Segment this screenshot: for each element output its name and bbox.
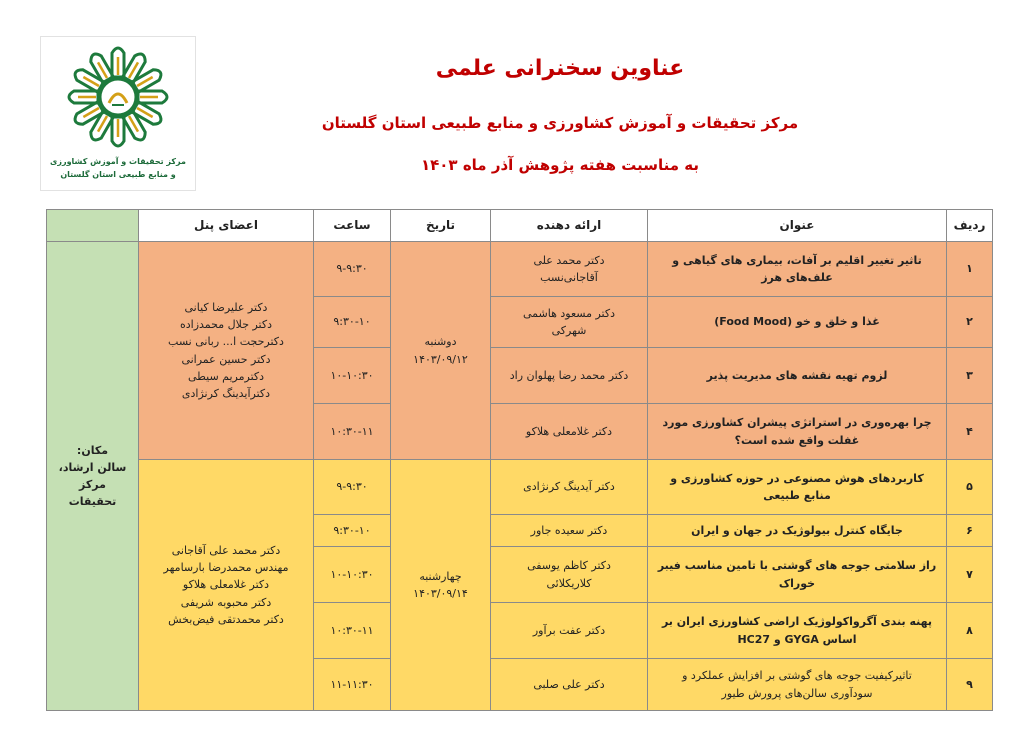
- row-time: ۱۰:۳۰-۱۱: [314, 404, 391, 460]
- location-line: تحقیقات: [68, 495, 117, 509]
- panel-member: دکترمریم سیطی: [187, 369, 265, 383]
- row-topic: [648, 603, 947, 659]
- row-presenter: [491, 404, 648, 460]
- topic-line-1: جایگاه کنترل بیولوژیک در جهان و ایران: [691, 523, 903, 537]
- row-time: ۱۰-۱۰:۳۰: [314, 547, 391, 603]
- topic-line-1: لزوم تهیه نقشه های مدیریت پذیر: [706, 368, 888, 382]
- presenter-line-1: دکتر کاظم یوسفی: [527, 559, 611, 573]
- logo: [40, 36, 196, 191]
- group-day: چهارشنبه: [419, 569, 462, 583]
- presenter-line-1: دکتر علی صلبی: [533, 677, 605, 691]
- topic-line-2: سودآوری سالن‌های پرورش طیور: [721, 686, 873, 700]
- row-number: ۲: [947, 297, 993, 348]
- row-time: ۹:۳۰-۱۰: [314, 297, 391, 348]
- row-number: ۷: [947, 547, 993, 603]
- presenter-line-1: دکتر آیدینگ کرنژادی: [523, 480, 615, 494]
- wheat-emblem-icon: [41, 37, 195, 155]
- location-line: سالن ارشاد،: [58, 460, 127, 474]
- row-time: ۱۰:۳۰-۱۱: [314, 603, 391, 659]
- row-number: ۳: [947, 348, 993, 404]
- row-time: ۹-۹:۳۰: [314, 460, 391, 515]
- topic-line-1: غذا و خلق و خو (Food Mood): [714, 315, 880, 329]
- panel-member: دکترآیدینگ کرنژادی: [181, 386, 271, 400]
- row-presenter: [491, 297, 648, 348]
- row-presenter: [491, 348, 648, 404]
- panel-member: مهندس محمدرضا بارسامهر: [163, 561, 289, 575]
- row-topic: [648, 348, 947, 404]
- header-location: [47, 210, 139, 242]
- topic-line-1: پهنه بندی آگرواکولوژیک اراضی کشاورزی ایران بر: [661, 615, 933, 629]
- presenter-line-1: دکتر سعیده جاور: [530, 523, 608, 537]
- presenter-line-2: آقاجانی‌نسب: [540, 271, 598, 284]
- panel-members: [139, 242, 314, 460]
- panel-member: دکتر محبوبه شریفی: [180, 595, 272, 609]
- row-number: ۹: [947, 659, 993, 711]
- presenter-line-2: شهرکی: [551, 324, 587, 337]
- row-number: ۴: [947, 404, 993, 460]
- topic-line-1: چرا بهره‌وری در استراتژی پیشران کشاورزی مورد: [662, 416, 932, 430]
- topic-line-2: اساس GYGA و HC27: [737, 632, 857, 646]
- row-time: ۹-۹:۳۰: [314, 242, 391, 297]
- panel-member: دکتر محمدتقی فیض‌بخش: [168, 612, 284, 626]
- row-presenter: [491, 547, 648, 603]
- panel-member: دکتر جلال محمدزاده: [179, 318, 273, 332]
- panel-member: دکتر علیرضا کیانی: [184, 301, 268, 315]
- topic-line-2: علف‌های هرز: [761, 271, 833, 284]
- topic-line-2: خوراک: [778, 576, 816, 590]
- table-row: [47, 460, 993, 515]
- header-time: ساعت: [314, 210, 391, 242]
- header-row-number: ردیف: [947, 210, 993, 242]
- header-presenter: ارائه دهنده: [491, 210, 648, 242]
- panel-members: [139, 460, 314, 711]
- row-time: ۱۰-۱۰:۳۰: [314, 348, 391, 404]
- location-line: مرکز: [79, 478, 106, 491]
- row-topic: [648, 547, 947, 603]
- row-topic: [648, 297, 947, 348]
- row-number: ۸: [947, 603, 993, 659]
- row-presenter: [491, 659, 648, 711]
- row-topic: [648, 659, 947, 711]
- presenter-line-1: دکتر مسعود هاشمی: [522, 306, 615, 320]
- panel-member: دکترحجت ا... ربانی نسب: [168, 335, 284, 349]
- topic-line-2: منابع طبیعی: [763, 489, 831, 502]
- page-title: عناوین سخنرانی علمی: [435, 56, 685, 81]
- row-presenter: [491, 460, 648, 515]
- presenter-line-1: دکتر عفت برآور: [532, 623, 606, 637]
- header-panel: اعضای پنل: [139, 210, 314, 242]
- panel-member: دکتر حسین عمرانی: [181, 352, 271, 366]
- row-number: ۵: [947, 460, 993, 515]
- row-presenter: [491, 242, 648, 297]
- page-occasion: به مناسبت هفته پژوهش آذر ماه ۱۴۰۳: [420, 156, 700, 174]
- schedule-table: [46, 209, 993, 711]
- row-topic: [648, 242, 947, 297]
- panel-member: دکتر محمد علی آقاجانی: [171, 544, 281, 558]
- group-date-cell: [391, 460, 491, 711]
- row-time: ۹:۳۰-۱۰: [314, 515, 391, 547]
- presenter-line-1: دکتر محمد علی: [533, 253, 605, 267]
- location-cell: [47, 242, 139, 711]
- logo-line-1: مرکز تحقیقات و آموزش کشاورزی: [50, 157, 186, 166]
- header-date: تاریخ: [391, 210, 491, 242]
- group-date-cell: [391, 242, 491, 460]
- row-presenter: [491, 603, 648, 659]
- row-topic: [648, 460, 947, 515]
- row-time: ۱۱-۱۱:۳۰: [314, 659, 391, 711]
- row-topic: [648, 404, 947, 460]
- panel-member: دکتر غلامعلی هلاکو: [182, 578, 270, 592]
- page-subtitle: مرکز تحقیقات و آموزش کشاورزی و منابع طبیعی استان گلستان: [321, 114, 799, 132]
- topic-line-1: راز سلامتی جوجه های گوشتی با تامین مناسب فیبر: [657, 559, 937, 573]
- topic-line-2: غفلت واقع شده است؟: [734, 433, 860, 447]
- row-topic: [648, 515, 947, 547]
- row-number: ۱: [947, 242, 993, 297]
- presenter-line-1: دکتر محمد رضا پهلوان راد: [509, 368, 629, 382]
- row-number: ۶: [947, 515, 993, 547]
- topic-line-1: تاثیرکیفیت جوجه های گوشتی بر افزایش عملکرد و: [682, 669, 912, 683]
- presenter-line-2: کلاریکلائی: [546, 576, 592, 590]
- group-day: دوشنبه: [424, 335, 457, 349]
- header-topic: عنوان: [648, 210, 947, 242]
- group-date: ۱۴۰۳/۰۹/۱۴: [413, 587, 468, 600]
- topic-line-1: کاربردهای هوش مصنوعی در حوزه کشاورزی و: [670, 471, 924, 485]
- topic-line-1: تاثیر تغییر اقلیم بر آفات، بیماری های گیاهی و: [672, 253, 922, 267]
- location-line: مکان:: [76, 443, 109, 457]
- presenter-line-1: دکتر غلامعلی هلاکو: [525, 424, 613, 438]
- table-header-row: [47, 210, 993, 242]
- table-row: [47, 242, 993, 297]
- logo-line-2: و منابع طبیعی استان گلستان: [60, 170, 176, 179]
- group-date: ۱۴۰۳/۰۹/۱۲: [413, 352, 468, 366]
- row-presenter: [491, 515, 648, 547]
